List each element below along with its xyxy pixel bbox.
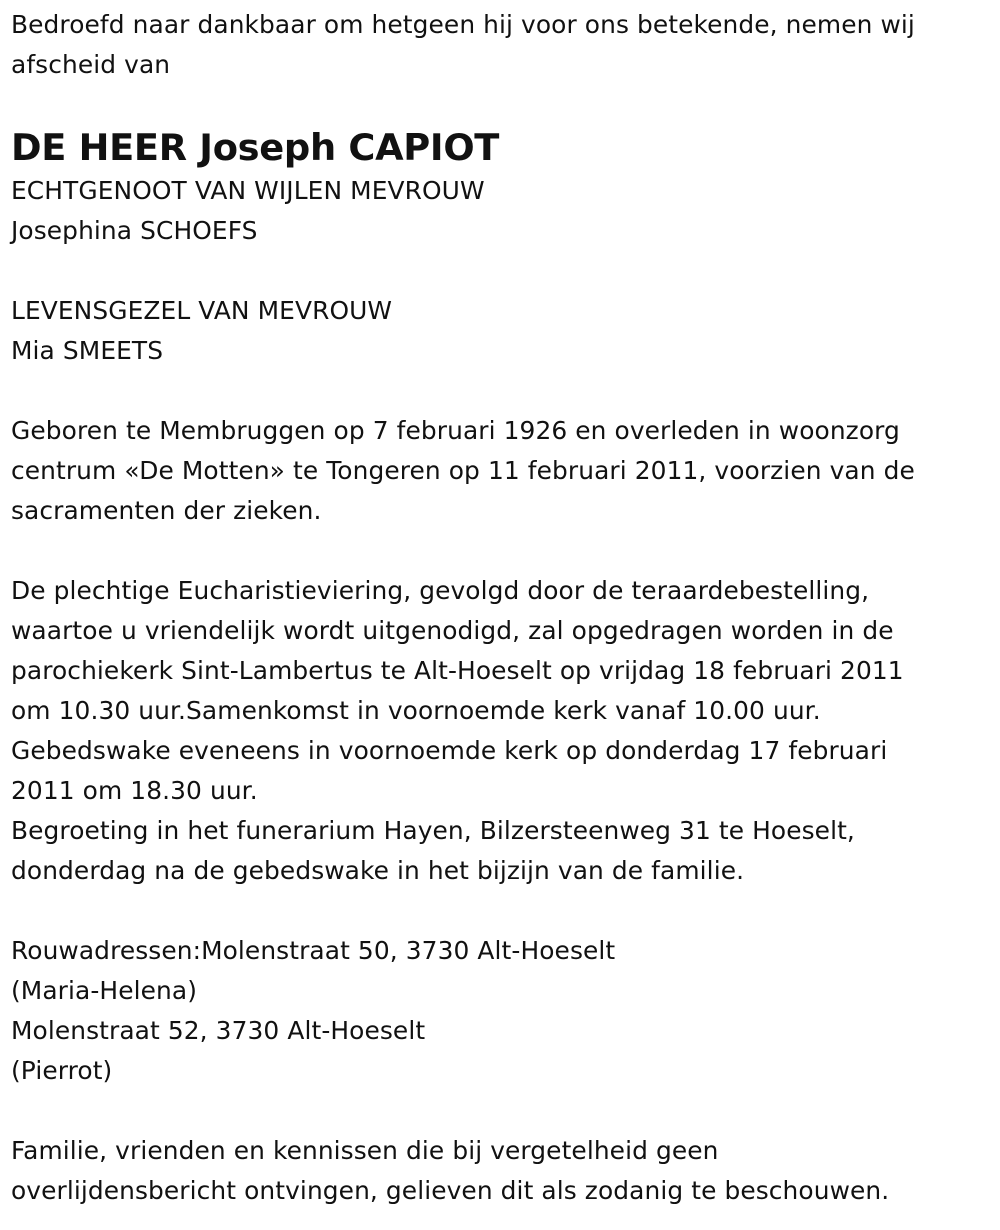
spacer xyxy=(11,891,996,931)
ceremony-line: waartoe u vriendelijk wordt uitgenodigd, zal opgedragen worden in de xyxy=(11,616,894,645)
birth-death-paragraph xyxy=(11,411,996,531)
spacer xyxy=(11,531,996,571)
spouse-name: Josephina SCHOEFS xyxy=(11,216,258,245)
closing-paragraph xyxy=(11,1131,996,1211)
spacer xyxy=(11,371,996,411)
address-line: (Maria-Helena) xyxy=(11,976,197,1005)
spouse-block xyxy=(11,171,996,251)
spouse-title: ECHTGENOOT VAN WIJLEN MEVROUW xyxy=(11,176,485,205)
birth-death-line: sacramenten der zieken. xyxy=(11,496,322,525)
closing-line: overlijdensbericht ontvingen, gelieven dit als zodanig te beschouwen. xyxy=(11,1176,890,1205)
birth-death-line: centrum «De Motten» te Tongeren op 11 februari 2011, voorzien van de xyxy=(11,456,915,485)
address-line: (Pierrot) xyxy=(11,1056,113,1085)
address-line: Rouwadressen:Molenstraat 50, 3730 Alt-Hoeselt xyxy=(11,936,616,965)
ceremony-line: donderdag na de gebedswake in het bijzijn van de familie. xyxy=(11,856,745,885)
ceremony-line: 2011 om 18.30 uur. xyxy=(11,776,258,805)
ceremony-line: parochiekerk Sint-Lambertus te Alt-Hoeselt op vrijdag 18 februari 2011 xyxy=(11,656,904,685)
ceremony-paragraph xyxy=(11,571,996,891)
ceremony-line: Gebedswake eveneens in voornoemde kerk op donderdag 17 februari xyxy=(11,736,888,765)
addresses-block xyxy=(11,931,996,1091)
intro-line: afscheid van xyxy=(11,50,171,79)
address-line: Molenstraat 52, 3730 Alt-Hoeselt xyxy=(11,1016,426,1045)
partner-block xyxy=(11,291,996,371)
spacer xyxy=(11,1091,996,1131)
ceremony-line: De plechtige Eucharistieviering, gevolgd door de teraardebestelling, xyxy=(11,576,870,605)
closing-line: Familie, vrienden en kennissen die bij vergetelheid geen xyxy=(11,1136,719,1165)
birth-death-line: Geboren te Membruggen op 7 februari 1926 en overleden in woonzorg xyxy=(11,416,900,445)
partner-title: LEVENSGEZEL VAN MEVROUW xyxy=(11,296,393,325)
ceremony-line: om 10.30 uur.Samenkomst in voornoemde kerk vanaf 10.00 uur. xyxy=(11,696,821,725)
spacer xyxy=(11,251,996,291)
intro-line: Bedroefd naar dankbaar om hetgeen hij voor ons betekende, nemen wij xyxy=(11,10,915,39)
obituary-notice xyxy=(11,0,996,1211)
deceased-name: DE HEER Joseph CAPIOT xyxy=(11,126,500,169)
ceremony-line: Begroeting in het funerarium Hayen, Bilzersteenweg 31 te Hoeselt, xyxy=(11,816,855,845)
partner-name: Mia SMEETS xyxy=(11,336,164,365)
intro-paragraph xyxy=(11,5,996,85)
